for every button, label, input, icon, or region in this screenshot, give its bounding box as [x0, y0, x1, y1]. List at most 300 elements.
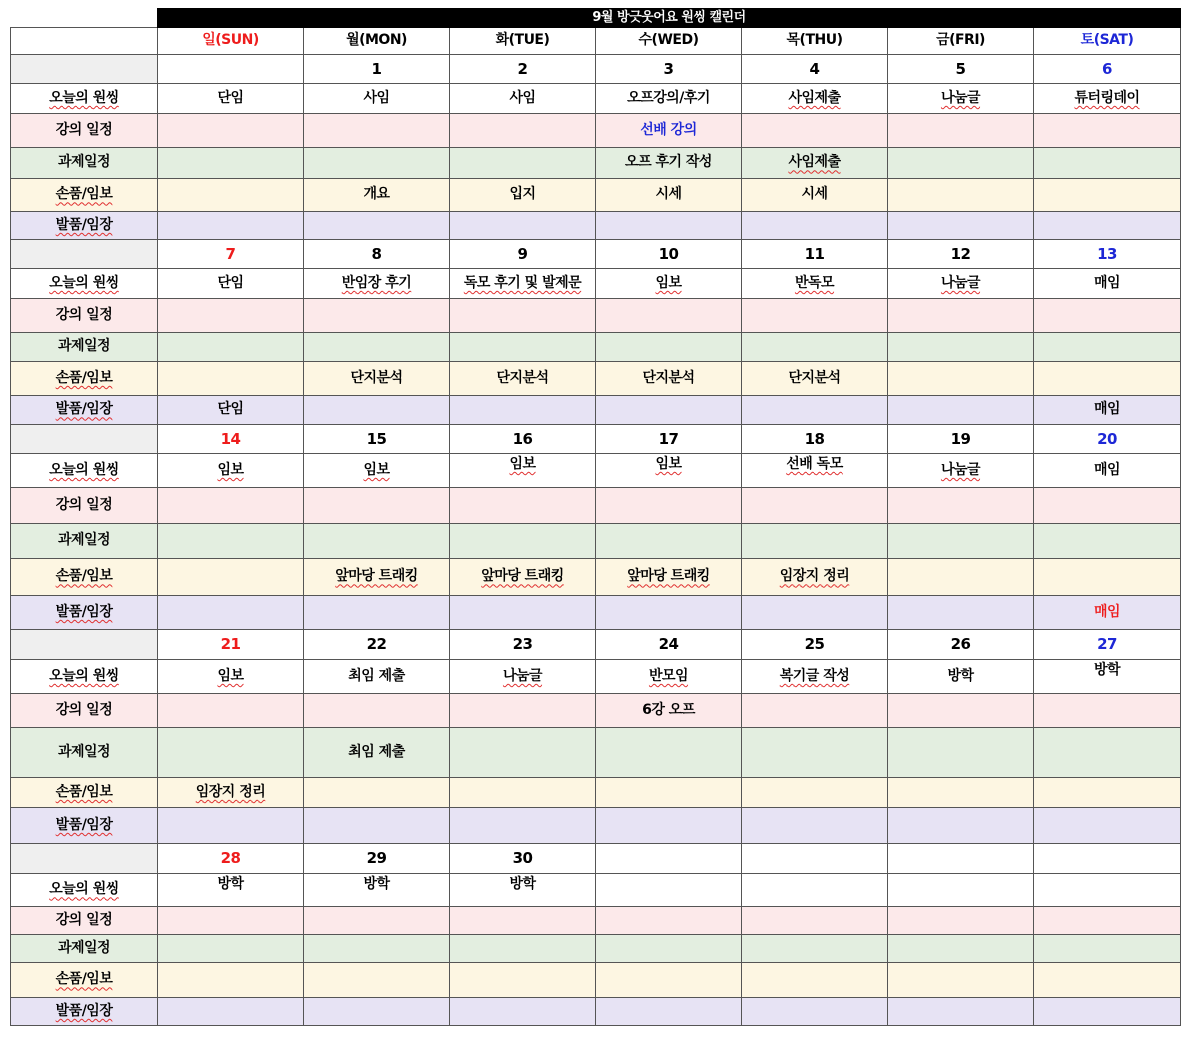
- schedule-cell[interactable]: [1034, 333, 1181, 362]
- schedule-text: 임보: [363, 461, 390, 478]
- schedule-cell[interactable]: [1034, 808, 1181, 844]
- schedule-text: 방학: [509, 876, 536, 892]
- row-label-text: 발품/임장: [55, 216, 113, 233]
- schedule-cell[interactable]: [304, 396, 450, 425]
- row-today: [11, 269, 1181, 299]
- schedule-cell[interactable]: [450, 559, 596, 596]
- schedule-cell[interactable]: [596, 935, 742, 963]
- schedule-cell[interactable]: [596, 84, 742, 114]
- schedule-cell[interactable]: [450, 596, 596, 630]
- schedule-cell[interactable]: [1034, 212, 1181, 240]
- row-label-text: 강의 일정: [55, 496, 113, 513]
- row-lecture: [11, 299, 1181, 333]
- schedule-cell[interactable]: [450, 299, 596, 333]
- schedule-cell[interactable]: [596, 148, 742, 179]
- date-cell: [158, 55, 304, 84]
- weekday-header-5: 금(FRI): [888, 28, 1034, 55]
- schedule-text: 시세: [655, 186, 682, 203]
- schedule-text: 임보: [217, 667, 244, 684]
- schedule-cell[interactable]: [742, 454, 888, 488]
- row-label-footwork: [11, 808, 158, 844]
- weekday-header-2: 화(TUE): [450, 28, 596, 55]
- schedule-cell[interactable]: [158, 963, 304, 998]
- row-label-text: 발품/임장: [55, 401, 113, 418]
- row-homework: [11, 333, 1181, 362]
- schedule-text: 임보: [655, 274, 682, 291]
- row-label-text: 손품/임보: [55, 369, 113, 386]
- schedule-cell[interactable]: [1034, 362, 1181, 396]
- date-row: [11, 844, 1181, 874]
- row-homework: [11, 148, 1181, 179]
- schedule-text: 시세: [801, 186, 828, 203]
- schedule-cell[interactable]: [1034, 998, 1181, 1026]
- schedule-cell[interactable]: [450, 694, 596, 728]
- date-cell: 3: [596, 55, 742, 84]
- schedule-cell[interactable]: [450, 660, 596, 694]
- schedule-cell[interactable]: [1034, 935, 1181, 963]
- schedule-cell[interactable]: [304, 559, 450, 596]
- schedule-cell[interactable]: [158, 694, 304, 728]
- schedule-cell[interactable]: [742, 728, 888, 778]
- schedule-cell[interactable]: [596, 269, 742, 299]
- schedule-text: 오프 후기 작성: [625, 154, 712, 171]
- schedule-cell[interactable]: [742, 148, 888, 179]
- schedule-text: 방학: [947, 667, 974, 684]
- schedule-cell[interactable]: [742, 488, 888, 524]
- schedule-cell[interactable]: [304, 596, 450, 630]
- date-cell: 11: [742, 240, 888, 269]
- schedule-cell[interactable]: [304, 299, 450, 333]
- date-row-label: [11, 425, 158, 454]
- row-label-text: 강의 일정: [55, 701, 113, 718]
- schedule-cell[interactable]: [1034, 84, 1181, 114]
- row-homework: [11, 935, 1181, 963]
- row-label-text: 강의 일정: [55, 911, 113, 928]
- schedule-cell[interactable]: [742, 778, 888, 808]
- schedule-text: 6강 오프: [642, 701, 695, 718]
- schedule-cell[interactable]: [888, 114, 1034, 148]
- schedule-text: 사임제출: [788, 89, 841, 106]
- row-label-text: 과제일정: [57, 338, 111, 355]
- row-lecture: [11, 694, 1181, 728]
- schedule-cell[interactable]: [742, 963, 888, 998]
- schedule-text: 나눔글: [940, 461, 981, 478]
- schedule-cell[interactable]: [1034, 874, 1181, 907]
- schedule-cell[interactable]: [158, 488, 304, 524]
- schedule-cell[interactable]: [450, 524, 596, 559]
- date-cell: [888, 844, 1034, 874]
- schedule-cell[interactable]: [742, 269, 888, 299]
- schedule-cell[interactable]: [596, 998, 742, 1026]
- schedule-cell[interactable]: [158, 559, 304, 596]
- schedule-cell[interactable]: [596, 559, 742, 596]
- schedule-cell[interactable]: [304, 808, 450, 844]
- schedule-cell[interactable]: [1034, 179, 1181, 212]
- schedule-cell[interactable]: [304, 362, 450, 396]
- row-label-today: [11, 874, 158, 907]
- schedule-cell[interactable]: [450, 778, 596, 808]
- schedule-cell[interactable]: [158, 660, 304, 694]
- date-cell: 24: [596, 630, 742, 660]
- row-label-text: 강의 일정: [55, 121, 113, 138]
- schedule-cell[interactable]: [742, 874, 888, 907]
- schedule-cell[interactable]: [596, 694, 742, 728]
- row-label-text: 강의 일정: [55, 306, 113, 323]
- schedule-cell[interactable]: [304, 728, 450, 778]
- row-label-text: 손품/임보: [55, 971, 113, 988]
- row-imjang-report: [11, 362, 1181, 396]
- schedule-cell[interactable]: [888, 998, 1034, 1026]
- schedule-cell[interactable]: [888, 488, 1034, 524]
- weekday-header-4: 목(THU): [742, 28, 888, 55]
- schedule-cell[interactable]: [158, 907, 304, 935]
- schedule-cell[interactable]: [888, 299, 1034, 333]
- schedule-cell[interactable]: [1034, 778, 1181, 808]
- date-row: [11, 240, 1181, 269]
- schedule-cell[interactable]: [158, 596, 304, 630]
- schedule-cell[interactable]: [450, 728, 596, 778]
- date-cell: 26: [888, 630, 1034, 660]
- schedule-cell[interactable]: [304, 488, 450, 524]
- date-cell: 8: [304, 240, 450, 269]
- schedule-cell[interactable]: [742, 212, 888, 240]
- schedule-cell[interactable]: [888, 559, 1034, 596]
- schedule-text: 사임제출: [788, 154, 841, 171]
- schedule-cell[interactable]: [742, 694, 888, 728]
- schedule-cell[interactable]: [158, 396, 304, 425]
- schedule-cell[interactable]: [596, 524, 742, 559]
- schedule-cell[interactable]: [888, 362, 1034, 396]
- date-cell: 16: [450, 425, 596, 454]
- schedule-cell[interactable]: [1034, 299, 1181, 333]
- schedule-cell[interactable]: [888, 212, 1034, 240]
- schedule-cell[interactable]: [596, 179, 742, 212]
- row-label-imjang-report: [11, 362, 158, 396]
- schedule-cell[interactable]: [742, 596, 888, 630]
- date-cell: 15: [304, 425, 450, 454]
- calendar-table: [10, 8, 1181, 1026]
- schedule-text: 단지분석: [350, 369, 403, 386]
- row-label-text: 발품/임장: [55, 816, 113, 833]
- schedule-cell[interactable]: [158, 728, 304, 778]
- schedule-cell[interactable]: [742, 114, 888, 148]
- schedule-cell[interactable]: [888, 396, 1034, 425]
- schedule-cell[interactable]: [158, 778, 304, 808]
- date-cell: 29: [304, 844, 450, 874]
- row-label-text: 과제일정: [57, 154, 111, 171]
- row-label-homework: [11, 728, 158, 778]
- schedule-cell[interactable]: [742, 179, 888, 212]
- schedule-cell[interactable]: [1034, 524, 1181, 559]
- schedule-cell[interactable]: [596, 808, 742, 844]
- row-label-lecture: [11, 488, 158, 524]
- date-cell: 19: [888, 425, 1034, 454]
- row-label-lecture: [11, 114, 158, 148]
- schedule-cell[interactable]: [450, 396, 596, 425]
- schedule-cell[interactable]: [158, 808, 304, 844]
- row-footwork: [11, 998, 1181, 1026]
- row-label-lecture: [11, 907, 158, 935]
- schedule-cell[interactable]: [742, 559, 888, 596]
- schedule-cell[interactable]: [742, 396, 888, 425]
- schedule-cell[interactable]: [450, 963, 596, 998]
- date-cell: 21: [158, 630, 304, 660]
- date-cell: 18: [742, 425, 888, 454]
- schedule-cell[interactable]: [450, 998, 596, 1026]
- row-label-today: [11, 454, 158, 488]
- weekday-header-3: 수(WED): [596, 28, 742, 55]
- schedule-cell[interactable]: [596, 488, 742, 524]
- schedule-cell[interactable]: [888, 84, 1034, 114]
- schedule-cell[interactable]: [158, 524, 304, 559]
- schedule-cell[interactable]: [450, 148, 596, 179]
- date-row: [11, 630, 1181, 660]
- date-cell: [742, 844, 888, 874]
- row-homework: [11, 728, 1181, 778]
- schedule-cell[interactable]: [742, 935, 888, 963]
- row-label-text: 오늘의 원씽: [49, 881, 119, 898]
- header-corner: [11, 28, 158, 55]
- schedule-cell[interactable]: [158, 84, 304, 114]
- schedule-cell[interactable]: [742, 299, 888, 333]
- schedule-cell[interactable]: [304, 963, 450, 998]
- schedule-cell[interactable]: [1034, 396, 1181, 425]
- date-cell: 14: [158, 425, 304, 454]
- row-footwork: [11, 596, 1181, 630]
- date-cell: 22: [304, 630, 450, 660]
- schedule-cell[interactable]: [304, 694, 450, 728]
- schedule-cell[interactable]: [304, 212, 450, 240]
- schedule-cell[interactable]: [450, 84, 596, 114]
- row-label-today: [11, 84, 158, 114]
- schedule-text: 선배 독모: [786, 456, 843, 472]
- schedule-text: 방학: [217, 876, 244, 892]
- schedule-cell[interactable]: [304, 998, 450, 1026]
- schedule-cell[interactable]: [450, 907, 596, 935]
- schedule-cell[interactable]: [450, 333, 596, 362]
- schedule-cell[interactable]: [304, 524, 450, 559]
- date-cell: 4: [742, 55, 888, 84]
- schedule-cell[interactable]: [304, 778, 450, 808]
- schedule-cell[interactable]: [596, 728, 742, 778]
- schedule-cell[interactable]: [304, 84, 450, 114]
- schedule-cell[interactable]: [304, 660, 450, 694]
- schedule-cell[interactable]: [158, 333, 304, 362]
- schedule-cell[interactable]: [742, 998, 888, 1026]
- schedule-cell[interactable]: [304, 454, 450, 488]
- schedule-cell[interactable]: [888, 524, 1034, 559]
- schedule-cell[interactable]: [742, 362, 888, 396]
- schedule-cell[interactable]: [596, 874, 742, 907]
- schedule-text: 방학: [1093, 662, 1121, 678]
- schedule-text: 나눔글: [502, 667, 543, 684]
- row-imjang-report: [11, 963, 1181, 998]
- schedule-cell[interactable]: [1034, 114, 1181, 148]
- schedule-text: 방학: [363, 876, 390, 892]
- schedule-cell[interactable]: [596, 396, 742, 425]
- schedule-cell[interactable]: [1034, 694, 1181, 728]
- schedule-cell[interactable]: [596, 362, 742, 396]
- schedule-cell[interactable]: [742, 84, 888, 114]
- row-imjang-report: [11, 778, 1181, 808]
- date-cell: 20: [1034, 425, 1181, 454]
- schedule-text: 임장지 정리: [779, 568, 850, 585]
- schedule-cell[interactable]: [888, 694, 1034, 728]
- schedule-cell[interactable]: [596, 660, 742, 694]
- title-row: [11, 9, 1181, 28]
- schedule-cell[interactable]: [888, 179, 1034, 212]
- schedule-text: 선배 강의: [640, 121, 697, 138]
- schedule-cell[interactable]: [158, 299, 304, 333]
- schedule-cell[interactable]: [888, 454, 1034, 488]
- schedule-text: 단지분석: [496, 369, 549, 386]
- schedule-cell[interactable]: [1034, 488, 1181, 524]
- date-cell: 5: [888, 55, 1034, 84]
- schedule-cell[interactable]: [888, 778, 1034, 808]
- row-today: [11, 660, 1181, 694]
- schedule-cell[interactable]: [742, 524, 888, 559]
- weekday-header-1: 월(MON): [304, 28, 450, 55]
- schedule-cell[interactable]: [596, 778, 742, 808]
- schedule-cell[interactable]: [596, 333, 742, 362]
- schedule-cell[interactable]: [450, 935, 596, 963]
- schedule-cell[interactable]: [158, 454, 304, 488]
- schedule-cell[interactable]: [158, 362, 304, 396]
- schedule-cell[interactable]: [304, 333, 450, 362]
- row-label-imjang-report: [11, 778, 158, 808]
- row-label-text: 손품/임보: [55, 783, 113, 800]
- schedule-cell[interactable]: [742, 808, 888, 844]
- schedule-text: 독모 후기 및 발제문: [463, 274, 582, 291]
- schedule-cell[interactable]: [888, 269, 1034, 299]
- schedule-text: 최임 제출: [348, 743, 405, 760]
- schedule-cell[interactable]: [450, 454, 596, 488]
- schedule-cell[interactable]: [596, 963, 742, 998]
- row-label-imjang-report: [11, 179, 158, 212]
- schedule-cell[interactable]: [596, 454, 742, 488]
- schedule-cell[interactable]: [1034, 963, 1181, 998]
- schedule-cell[interactable]: [1034, 559, 1181, 596]
- schedule-cell[interactable]: [304, 269, 450, 299]
- schedule-cell[interactable]: [304, 874, 450, 907]
- row-label-footwork: [11, 212, 158, 240]
- schedule-text: 단지분석: [642, 369, 695, 386]
- date-row: [11, 55, 1181, 84]
- row-label-homework: [11, 148, 158, 179]
- schedule-cell[interactable]: [888, 148, 1034, 179]
- schedule-cell[interactable]: [888, 728, 1034, 778]
- row-label-footwork: [11, 396, 158, 425]
- date-cell: 30: [450, 844, 596, 874]
- schedule-text: 개요: [363, 186, 390, 203]
- schedule-cell[interactable]: [888, 874, 1034, 907]
- schedule-cell[interactable]: [1034, 728, 1181, 778]
- schedule-cell[interactable]: [304, 179, 450, 212]
- schedule-cell[interactable]: [888, 935, 1034, 963]
- schedule-cell[interactable]: [158, 212, 304, 240]
- schedule-cell[interactable]: [742, 907, 888, 935]
- schedule-cell[interactable]: [450, 808, 596, 844]
- schedule-cell[interactable]: [158, 998, 304, 1026]
- schedule-cell[interactable]: [596, 907, 742, 935]
- schedule-cell[interactable]: [158, 114, 304, 148]
- schedule-cell[interactable]: [888, 963, 1034, 998]
- schedule-cell[interactable]: [450, 362, 596, 396]
- schedule-cell[interactable]: [742, 660, 888, 694]
- schedule-cell[interactable]: [450, 874, 596, 907]
- schedule-cell[interactable]: [304, 148, 450, 179]
- schedule-text: 사임: [509, 89, 536, 106]
- schedule-text: 앞마당 트래킹: [335, 568, 418, 585]
- calendar-sheet: [10, 8, 1181, 1026]
- date-cell: 2: [450, 55, 596, 84]
- date-row-label: [11, 630, 158, 660]
- schedule-cell[interactable]: [304, 907, 450, 935]
- date-cell: 28: [158, 844, 304, 874]
- date-row-label: [11, 844, 158, 874]
- schedule-cell[interactable]: [888, 660, 1034, 694]
- schedule-cell[interactable]: [596, 212, 742, 240]
- schedule-text: 매임: [1093, 603, 1121, 620]
- schedule-text: 단임: [217, 401, 244, 418]
- schedule-cell[interactable]: [450, 269, 596, 299]
- schedule-cell[interactable]: [450, 488, 596, 524]
- schedule-cell[interactable]: [158, 269, 304, 299]
- schedule-cell[interactable]: [1034, 907, 1181, 935]
- schedule-cell[interactable]: [450, 179, 596, 212]
- schedule-text: 앞마당 트래킹: [481, 568, 564, 585]
- schedule-text: 임보: [655, 456, 682, 472]
- schedule-cell[interactable]: [1034, 269, 1181, 299]
- schedule-cell[interactable]: [1034, 596, 1181, 630]
- row-lecture: [11, 488, 1181, 524]
- schedule-cell[interactable]: [304, 935, 450, 963]
- schedule-text: 반모임: [648, 667, 689, 684]
- schedule-cell[interactable]: [1034, 148, 1181, 179]
- schedule-cell[interactable]: [158, 148, 304, 179]
- date-row-label: [11, 240, 158, 269]
- date-cell: 10: [596, 240, 742, 269]
- schedule-cell[interactable]: [304, 114, 450, 148]
- schedule-cell[interactable]: [888, 808, 1034, 844]
- schedule-cell[interactable]: [1034, 660, 1181, 694]
- schedule-cell[interactable]: [596, 596, 742, 630]
- row-footwork: [11, 212, 1181, 240]
- schedule-cell[interactable]: [888, 596, 1034, 630]
- schedule-cell[interactable]: [158, 874, 304, 907]
- schedule-cell[interactable]: [450, 212, 596, 240]
- date-cell: 12: [888, 240, 1034, 269]
- row-label-text: 오늘의 원씽: [49, 89, 119, 106]
- schedule-cell[interactable]: [742, 333, 888, 362]
- row-label-homework: [11, 333, 158, 362]
- schedule-cell[interactable]: [596, 299, 742, 333]
- schedule-cell[interactable]: [888, 333, 1034, 362]
- schedule-cell[interactable]: [158, 935, 304, 963]
- schedule-cell[interactable]: [1034, 454, 1181, 488]
- schedule-cell[interactable]: [450, 114, 596, 148]
- row-label-text: 과제일정: [57, 939, 111, 956]
- schedule-cell[interactable]: [596, 114, 742, 148]
- schedule-text: 단지분석: [788, 369, 841, 386]
- schedule-text: 입지: [509, 186, 536, 203]
- schedule-cell[interactable]: [158, 179, 304, 212]
- schedule-cell[interactable]: [888, 907, 1034, 935]
- schedule-text: 반독모: [794, 274, 835, 291]
- date-cell: 6: [1034, 55, 1181, 84]
- schedule-text: 단임: [217, 89, 244, 106]
- schedule-text: 나눔글: [940, 274, 981, 291]
